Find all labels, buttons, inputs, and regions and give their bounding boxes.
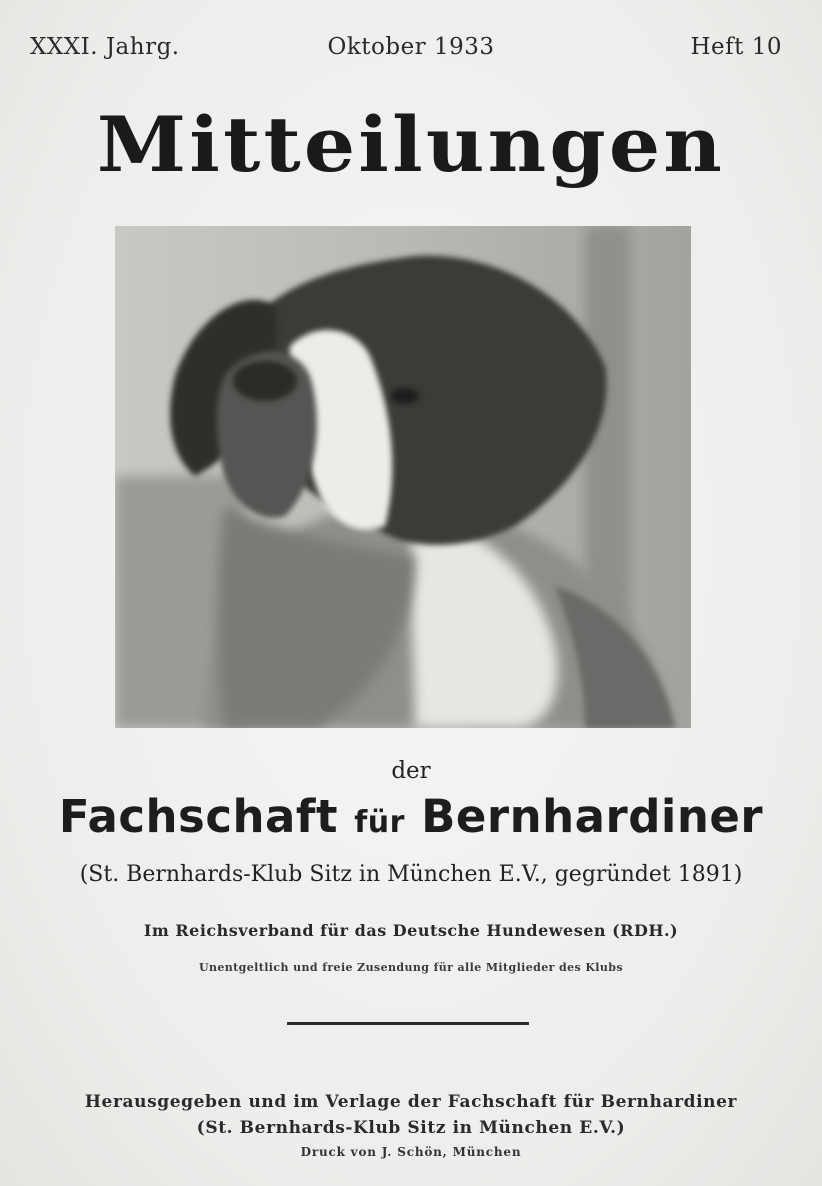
fuer-word: für xyxy=(354,805,405,840)
printer-line: Druck von J. Schön, München xyxy=(300,1145,522,1159)
fachschaft-heading xyxy=(0,790,822,843)
st-bernard-photo xyxy=(115,226,691,728)
zusendung-line: Unentgeltlich und freie Zusendung für alle Mitglieder des Klubs xyxy=(199,961,623,974)
volume-year: XXXI. Jahrg. xyxy=(30,34,180,60)
der-label: der xyxy=(391,758,431,784)
club-subtitle: (St. Bernhards-Klub Sitz in München E.V., gegründet 1891) xyxy=(79,862,743,887)
publisher-line-1: Herausgegeben und im Verlage der Fachschaft für Bernhardiner xyxy=(84,1092,738,1112)
reichsverband-line: Im Reichsverband für das Deutsche Hundewesen (RDH.) xyxy=(143,921,679,940)
fachschaft-word: Fachschaft xyxy=(58,790,355,843)
issue-number: Heft 10 xyxy=(690,34,782,60)
publisher-line-2: (St. Bernhards-Klub Sitz in München E.V.) xyxy=(196,1118,626,1138)
cover-title: Mitteilungen xyxy=(96,100,726,189)
divider-rule xyxy=(287,1022,529,1025)
bernhardiner-word: Bernhardiner xyxy=(404,790,764,843)
issue-date: Oktober 1933 xyxy=(327,34,495,60)
